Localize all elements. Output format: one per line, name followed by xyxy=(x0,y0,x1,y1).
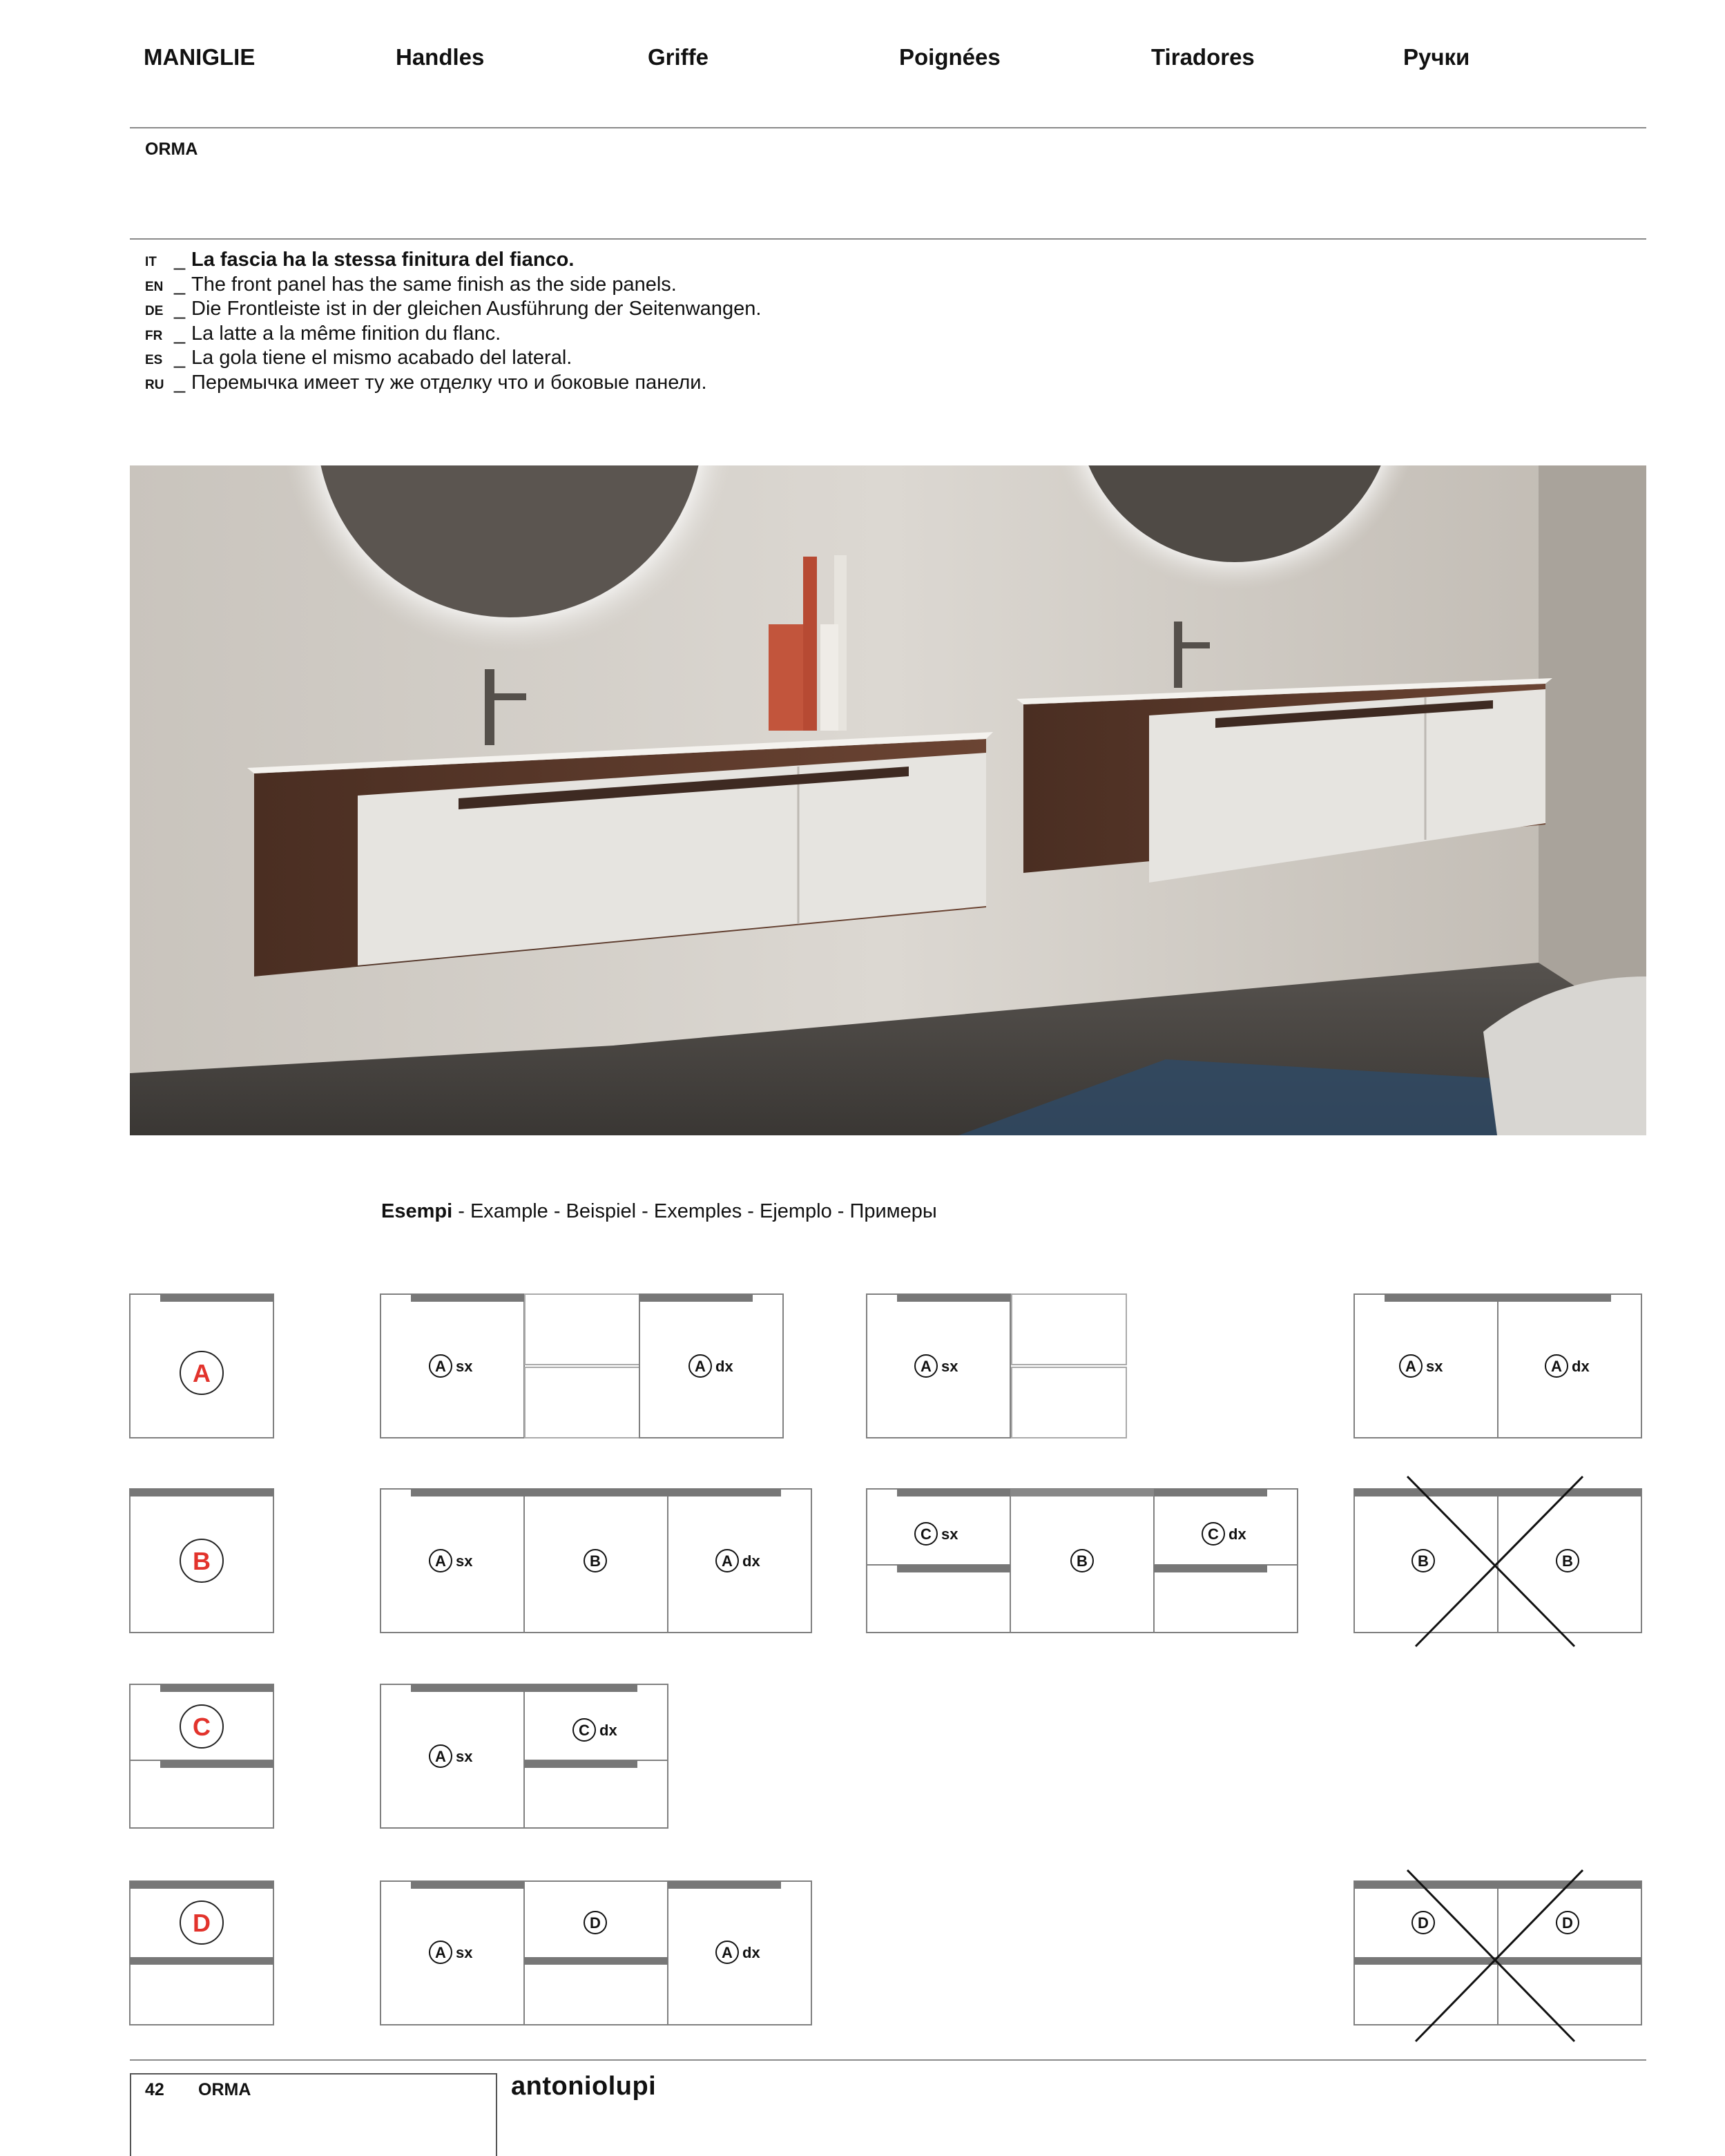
header-fr: Poignées xyxy=(899,44,1001,70)
footer-box xyxy=(130,2073,497,2156)
marker-a-dx xyxy=(716,1941,760,1963)
lang-separator: _ xyxy=(174,371,186,394)
marker-a-dx xyxy=(716,1550,760,1572)
description-row-fr xyxy=(145,323,761,347)
marker-a-dx xyxy=(689,1355,733,1377)
lang-text: Перемычка имеет ту же отделку что и боковые панели. xyxy=(191,371,707,394)
svg-text:dx: dx xyxy=(599,1722,617,1739)
section-rule xyxy=(130,238,1646,240)
type-letter-d: D xyxy=(193,1909,211,1937)
lang-code: EN xyxy=(145,279,164,294)
examples-caption xyxy=(381,1200,937,1223)
header-rule xyxy=(130,127,1646,128)
lang-separator: _ xyxy=(174,249,186,271)
type-letter-b: B xyxy=(193,1547,211,1575)
description-row-en xyxy=(145,273,761,298)
header-en: Handles xyxy=(396,44,485,70)
marker-c-sx xyxy=(915,1523,958,1545)
marker-a-dx xyxy=(1545,1355,1590,1377)
svg-text:A: A xyxy=(435,1552,446,1570)
lang-code: FR xyxy=(145,328,163,343)
type-letter-a: A xyxy=(193,1359,211,1387)
marker-d xyxy=(1412,1912,1434,1934)
lang-separator: _ xyxy=(174,347,186,369)
marker-a-sx xyxy=(915,1355,958,1377)
svg-text:C: C xyxy=(579,1722,590,1739)
lang-separator: _ xyxy=(174,322,186,345)
footer-section-title: ORMA xyxy=(198,2080,251,2099)
description-row-it xyxy=(145,249,761,273)
marker-b xyxy=(1071,1550,1093,1572)
lang-separator: _ xyxy=(174,298,186,320)
svg-text:sx: sx xyxy=(941,1525,958,1543)
section-title: ORMA xyxy=(145,139,198,159)
svg-text:dx: dx xyxy=(742,1552,760,1570)
svg-text:B: B xyxy=(1562,1552,1573,1570)
lang-code: IT xyxy=(145,255,157,269)
marker-a-sx xyxy=(430,1745,473,1767)
svg-text:A: A xyxy=(722,1944,733,1961)
lang-text: La gola tiene el mismo acabado del lateral. xyxy=(191,347,572,369)
marker-a-sx xyxy=(430,1355,473,1377)
marker-d xyxy=(584,1912,606,1934)
lang-text: La latte a la même finition du flanc. xyxy=(191,322,501,345)
svg-text:sx: sx xyxy=(941,1358,958,1375)
type-badge-b xyxy=(180,1539,223,1582)
page-number: 42 xyxy=(145,2080,164,2099)
svg-text:dx: dx xyxy=(715,1358,733,1375)
marker-a-sx xyxy=(430,1941,473,1963)
svg-text:D: D xyxy=(1418,1914,1429,1932)
svg-text:dx: dx xyxy=(742,1944,760,1961)
header-it: MANIGLIE xyxy=(144,44,256,70)
marker-a-sx xyxy=(430,1550,473,1572)
lang-code: ES xyxy=(145,353,163,367)
bathroom-scene-illustration xyxy=(130,465,1646,1135)
lang-code: RU xyxy=(145,377,164,392)
examples-caption-bold: Esempi xyxy=(381,1200,453,1222)
svg-text:C: C xyxy=(921,1525,932,1543)
type-badge-a xyxy=(180,1351,223,1394)
marker-b xyxy=(1412,1550,1434,1572)
svg-text:B: B xyxy=(1418,1552,1429,1570)
svg-text:A: A xyxy=(695,1358,706,1375)
lang-text: La fascia ha la stessa finitura del fianco. xyxy=(191,249,575,271)
svg-text:A: A xyxy=(722,1552,733,1570)
svg-text:dx: dx xyxy=(1572,1358,1590,1375)
svg-text:D: D xyxy=(590,1914,601,1932)
svg-text:A: A xyxy=(1405,1358,1416,1375)
description-list xyxy=(145,249,761,396)
svg-text:B: B xyxy=(1077,1552,1088,1570)
product-photo xyxy=(130,465,1646,1135)
svg-text:A: A xyxy=(435,1748,446,1765)
examples-caption-rest: - Example - Beispiel - Exemples - Ejemplo - Примеры xyxy=(452,1200,937,1222)
description-row-es xyxy=(145,347,761,372)
svg-text:A: A xyxy=(435,1358,446,1375)
svg-text:C: C xyxy=(1208,1525,1219,1543)
type-badge-d xyxy=(180,1901,223,1944)
header-de: Griffe xyxy=(648,44,709,70)
lang-separator: _ xyxy=(174,273,186,296)
footer-rule xyxy=(130,2059,1646,2061)
lang-code: DE xyxy=(145,304,164,318)
lang-text: The front panel has the same finish as the side panels. xyxy=(191,273,677,296)
brand-logo: antoniolupi xyxy=(511,2072,657,2101)
lang-text: Die Frontleiste ist in der gleichen Ausführung der Seitenwangen. xyxy=(191,298,762,320)
svg-text:A: A xyxy=(1551,1358,1562,1375)
type-badge-c xyxy=(180,1705,223,1748)
marker-b xyxy=(1557,1550,1579,1572)
handle-configuration-diagram xyxy=(0,1284,1725,2058)
marker-c-dx xyxy=(573,1719,617,1741)
description-row-de xyxy=(145,298,761,323)
svg-text:dx: dx xyxy=(1228,1525,1246,1543)
svg-text:D: D xyxy=(1562,1914,1573,1932)
svg-text:A: A xyxy=(435,1944,446,1961)
svg-text:B: B xyxy=(590,1552,601,1570)
svg-text:sx: sx xyxy=(456,1944,473,1961)
marker-d xyxy=(1557,1912,1579,1934)
type-letter-c: C xyxy=(193,1713,211,1741)
svg-text:sx: sx xyxy=(456,1748,473,1765)
marker-a-sx xyxy=(1400,1355,1443,1377)
description-row-ru xyxy=(145,372,761,396)
svg-text:A: A xyxy=(921,1358,932,1375)
svg-text:sx: sx xyxy=(456,1358,473,1375)
header-ru: Ручки xyxy=(1403,44,1470,70)
marker-b xyxy=(584,1550,606,1572)
svg-text:sx: sx xyxy=(1426,1358,1443,1375)
marker-c-dx xyxy=(1202,1523,1246,1545)
svg-text:sx: sx xyxy=(456,1552,473,1570)
header-es: Tiradores xyxy=(1151,44,1255,70)
